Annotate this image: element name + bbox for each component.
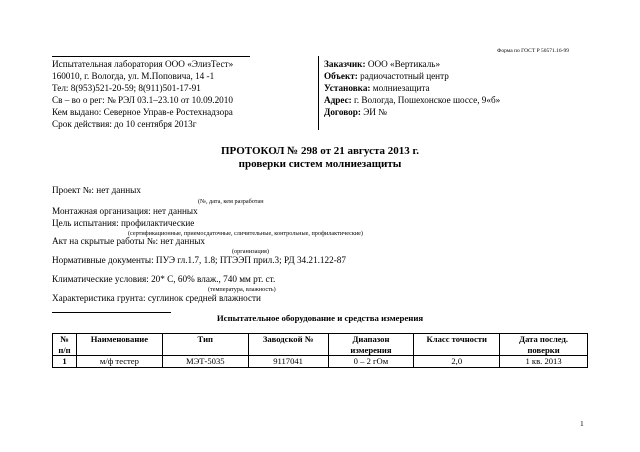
object-row [324,70,500,82]
customer-label: Заказчик: [324,59,366,69]
cell-number: 1 [53,356,77,368]
header-line: п/п [58,344,71,355]
header-line: Класс точности [426,334,487,344]
cell-accuracy: 2,0 [414,356,500,368]
contract-label: Договор: [324,107,361,117]
col-last-check [500,334,588,356]
soil-field: Характеристика грунта: суглинок средней влажности [52,293,261,303]
col-serial [248,334,328,356]
lab-name: Испытательная лаборатория ООО «ЭлизТест» [52,59,234,69]
protocol-title: ПРОТОКОЛ № 298 от 21 августа 2013 г. [220,145,419,157]
cell-range: 0 – 2 гОм [328,356,414,368]
header-line: измерения [350,344,392,355]
col-name [76,334,162,356]
header-line: Наименование [90,334,149,344]
installation-value: молниезащита [370,83,430,93]
purpose-hint: (сертификационные, приемосдаточные, сличительные, контрольные, профилактические) [128,230,363,237]
col-accuracy [414,334,500,356]
protocol-subtitle: проверки систем молниезащиты [238,158,402,170]
project-field: Проект №: нет данных [52,185,141,195]
col-type [162,334,248,356]
object-label: Объект: [324,71,358,81]
header-line: № [60,334,69,344]
lab-issued-by: Кем выдано: Северное Управ-е Ростехнадзора [52,107,233,117]
hidden-works-hint: (организация) [232,248,269,255]
col-range [328,334,414,356]
page-number: 1 [580,419,584,428]
installation-label: Установка: [324,83,371,93]
header-line: Заводской № [262,334,314,344]
installer-field: Монтажная организация: нет данных [52,206,198,216]
cell-serial: 9117041 [248,356,328,368]
address-label: Адрес: [324,95,352,105]
cell-last-check: 1 кв. 2013 [500,356,588,368]
contract-row [324,106,500,118]
purpose-field: Цель испытания: профилактические [52,218,195,228]
climate-field: Климатические условия: 20* С, 60% влаж., 740 мм рт. ст. [52,274,276,284]
climate-hint: (температура, влажность) [208,286,276,293]
customer-row [324,58,500,70]
customer-value: ООО «Вертикаль» [365,59,441,69]
col-number [53,334,77,356]
lab-phone: Тел: 8(953)521-20-59; 8(911)501-17-91 [52,83,201,93]
header-rule [52,56,250,57]
lab-validity: Срок действия: до 10 сентября 2013г [52,119,197,129]
norm-docs-field: Нормативные документы: ПУЭ гл.1.7, 1.8; ПТЭЭП прил.3; РД 34.21.122-87 [52,255,346,265]
installation-row [324,82,500,94]
header-line: Дата послед. [519,334,568,344]
object-value: радиочастотный центр [357,71,449,81]
header-line: Тип [197,334,213,344]
table-row [53,356,588,368]
header-line: Диапазон [352,334,390,344]
lab-info-block [52,58,233,130]
lab-registration: Св – во о рег: № РЭЛ 03.1–23.10 от 10.09.2010 [52,95,233,105]
cell-type: МЭТ-5035 [162,356,248,368]
address-row [324,94,500,106]
form-standard-note: Форма по ГОСТ Р 50571.16-99 [497,48,569,54]
project-hint: (№, дата, кем разработан [198,198,264,205]
lab-address: 160010, г. Вологда, ул. М.Поповича, 14 -1 [52,71,215,81]
equipment-table [52,333,588,368]
hidden-works-field: Акт на скрытые работы №: нет данных [52,236,206,246]
table-header-row [53,334,588,356]
header-line: поверки [527,344,560,355]
contract-value: ЭИ № [360,107,387,117]
address-value: г. Вологда, Пошехонское шоссе, 9«б» [351,95,501,105]
customer-info-block [324,58,500,118]
equipment-subtitle: Испытательное оборудование и средства измерения [216,313,424,323]
header-divider [318,56,319,130]
cell-name: м/ф тестер [76,356,162,368]
